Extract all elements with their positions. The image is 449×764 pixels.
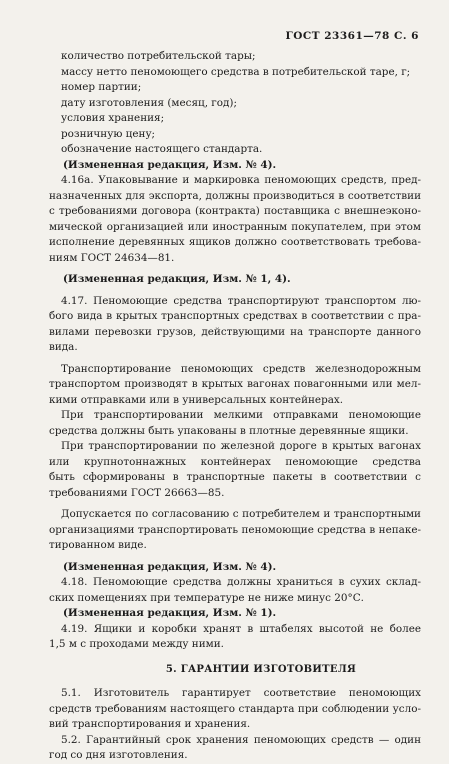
paragraph-line: 4.18. Пеномоющие средства должны храниться в сухих склад-	[61, 576, 421, 588]
paragraph-line: кими отправками или в универсальных контейнерах.	[49, 393, 344, 406]
amendment-note: (Измененная редакция, Изм. № 1).	[63, 607, 277, 619]
paragraph-line: назначенных для экспорта, должны производиться в соответствии	[49, 189, 421, 202]
list-item: номер партии;	[61, 81, 142, 93]
paragraph-line: ниям ГОСТ 24634—81.	[49, 251, 175, 264]
amendment-note: (Измененная редакция, Изм. № 4).	[63, 560, 277, 573]
paragraph-line: вида.	[49, 341, 78, 353]
paragraph-line: При транспортировании по железной дороге в крытых вагонах	[61, 440, 421, 452]
paragraph-line: Транспортирование пеномоющих средств железнодорожным	[61, 362, 421, 375]
paragraph-line: бого вида в крытых транспортных средствах в соответствии с пра-	[49, 310, 421, 322]
list-item: розничную цену;	[61, 127, 156, 140]
paragraph-line: средства должны быть упакованы в плотные деревянные ящики.	[49, 424, 409, 437]
list-item: дату изготовления (месяц, год);	[61, 96, 237, 109]
paragraph-line: быть сформированы в транспортные пакеты в соответствии с	[49, 471, 421, 483]
paragraph-line: организациями транспортировать пеномоющие средства в непаке-	[49, 523, 421, 536]
paragraph-line: требованиями ГОСТ 26663—85.	[49, 486, 225, 499]
paragraph-line: исполнение деревянных ящиков должно соответствовать требова-	[49, 236, 421, 248]
paragraph-line: вилами перевозки грузов, действующими на транспорте данного	[49, 325, 421, 338]
document-body	[49, 49, 421, 764]
list-item: количество потребительской тары;	[61, 50, 256, 62]
paragraph-line: или крупнотоннажных контейнерах пеномоющие средства	[49, 455, 421, 468]
list-item: обозначение настоящего стандарта.	[61, 143, 263, 155]
amendment-note: (Измененная редакция, Изм. № 4).	[63, 158, 277, 171]
paragraph-line: вий транспортирования и хранения.	[49, 718, 251, 730]
paragraph-line: 5.1. Изготовитель гарантирует соответствие пеномоющих	[61, 687, 421, 699]
section-title: 5. ГАРАНТИИ ИЗГОТОВИТЕЛЯ	[165, 663, 357, 675]
paragraph-line: Допускается по согласованию с потребителем и транспортными	[61, 508, 421, 520]
paragraph-line: 5.2. Гарантийный срок хранения пеномоющих средств — один	[61, 733, 421, 746]
paragraph-line: мической организацией или иностранным покупателем, при этом	[49, 220, 421, 233]
paragraph-line: тированном виде.	[49, 539, 147, 551]
paragraph-line: средств требованиям настоящего стандарта при соблюдении усло-	[49, 702, 421, 715]
paragraph-line: с требованиями договора (контракта) поставщика с внешнеэконо-	[49, 205, 421, 217]
paragraph-line: 4.19. Ящики и коробки хранят в штабелях высотой не более	[61, 622, 421, 635]
amendment-note: (Измененная редакция, Изм. № 1, 4).	[63, 273, 291, 285]
list-item: условия хранения;	[61, 112, 165, 124]
page-header: ГОСТ 23361—78 С. 6	[285, 30, 419, 42]
paragraph-line: год со дня изготовления.	[49, 749, 188, 761]
paragraph-line: 4.17. Пеномоющие средства транспортируют транспортом лю-	[61, 294, 421, 307]
paragraph-line: транспортом производят в крытых вагонах повагонными или мел-	[49, 378, 421, 390]
paragraph-line: 4.16а. Упаковывание и маркировка пеномоющих средств, пред-	[61, 174, 421, 186]
paragraph-line: ских помещениях при температуре не ниже минус 20°С.	[49, 591, 364, 604]
paragraph-line: 1,5 м с проходами между ними.	[49, 638, 224, 650]
list-item: массу нетто пеномоющего средства в потребительской таре, г;	[61, 65, 411, 78]
paragraph-line: При транспортировании мелкими отправками пеномоющие	[61, 409, 421, 421]
